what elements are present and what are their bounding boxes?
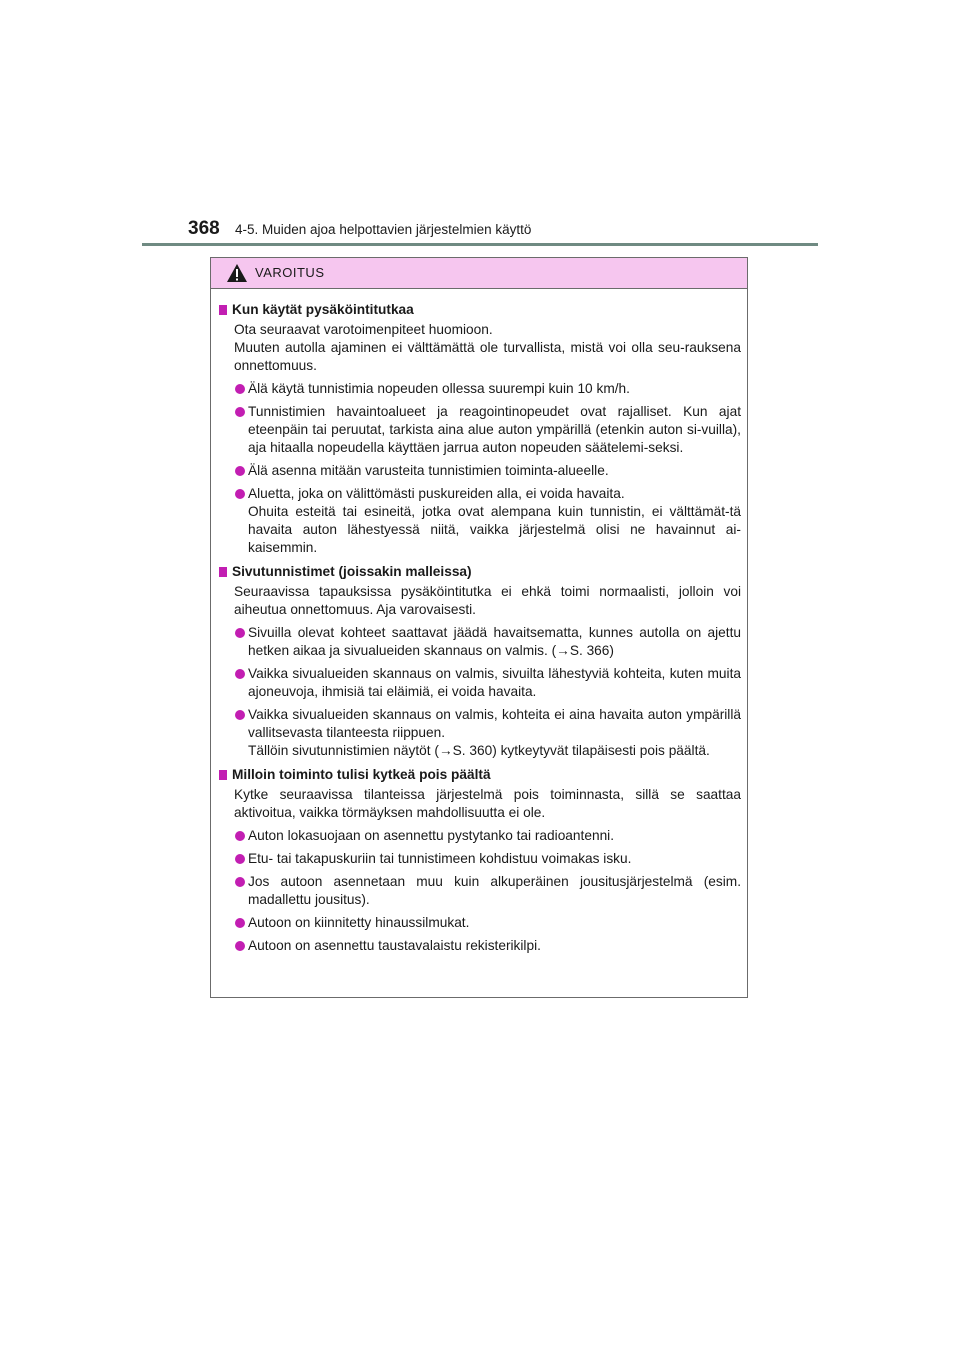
intro-line: Seuraavissa tapauksissa pysäköintitutka ei ehkä toimi normaalisti, jolloin voi aiheutua onnettomuus. Aja varovaisesti.: [234, 584, 741, 617]
bullet-dot-icon: [235, 384, 245, 394]
list-item: Vaikka sivualueiden skannaus on valmis, kohteita ei aina havaita auton ympärillä vallitsevasta tilanteesta riippuen. Tällöin sivutunnistimien näytöt (→S. 360) kytkeytyvät tilapäisesti pois päältä.: [219, 706, 741, 760]
section-heading: Sivutunnistimet (joissakin malleissa): [219, 563, 741, 581]
bullet-dot-icon: [235, 710, 245, 720]
list-item: Älä asenna mitään varusteita tunnistimien toiminta-alueelle.: [219, 462, 741, 480]
intro-line: Muuten autolla ajaminen ei välttämättä ole turvallista, mistä voi olla seu-rauksena onnettomuus.: [234, 340, 741, 373]
square-bullet-icon: [219, 305, 227, 315]
intro-line: Ota seuraavat varotoimenpiteet huomioon.: [234, 322, 493, 337]
bullet-dot-icon: [235, 628, 245, 638]
list-item: Autoon on asennettu taustavalaistu rekisterikilpi.: [219, 937, 741, 955]
header-divider: [142, 243, 818, 246]
bullet-dot-icon: [235, 877, 245, 887]
list-item: Etu- tai takapuskuriin tai tunnistimeen kohdistuu voimakas isku.: [219, 850, 741, 868]
bullet-dot-icon: [235, 669, 245, 679]
list-item: Älä käytä tunnistimia nopeuden ollessa suurempi kuin 10 km/h.: [219, 380, 741, 398]
square-bullet-icon: [219, 567, 227, 577]
section-title: 4-5. Muiden ajoa helpottavien järjestelmien käyttö: [235, 222, 532, 237]
warning-body: [211, 289, 747, 955]
list-item: Vaikka sivualueiden skannaus on valmis, sivuilta lähestyviä kohteita, kuten muita ajoneuvoja, ihmisiä tai eläimiä, ei voida havaita.: [219, 665, 741, 701]
section-intro: [219, 786, 741, 822]
page-header: [188, 218, 788, 242]
list-item: Aluetta, joka on välittömästi puskureiden alla, ei voida havaita. Ohuita esteitä tai esineitä, jotka ovat alempana kuin tunnistin, ei välttämät-tä havaita auton lähestyessä niitä, vaikka järjestelmä olisi ne havainnut ai-kaisemmin.: [219, 485, 741, 557]
bullet-dot-icon: [235, 831, 245, 841]
bullet-dot-icon: [235, 489, 245, 499]
bullet-dot-icon: [235, 918, 245, 928]
bullet-dot-icon: [235, 941, 245, 951]
list-item: Jos autoon asennetaan muu kuin alkuperäinen jousitusjärjestelmä (esim. madallettu jousitus).: [219, 873, 741, 909]
bullet-dot-icon: [235, 407, 245, 417]
bullet-dot-icon: [235, 854, 245, 864]
intro-line: Kytke seuraavissa tilanteissa järjestelmä pois toiminnasta, sillä se saattaa aktivoitua, vaikka törmäyksen mahdollisuutta ei ole.: [234, 787, 741, 820]
list-item: Autoon on kiinnitetty hinaussilmukat.: [219, 914, 741, 932]
warning-box: [210, 257, 748, 998]
warning-header: [211, 258, 747, 289]
list-item: Auton lokasuojaan on asennettu pystytanko tai radioantenni.: [219, 827, 741, 845]
section-heading: Milloin toiminto tulisi kytkeä pois päältä: [219, 766, 741, 784]
list-item: Sivuilla olevat kohteet saattavat jäädä havaitsematta, kunnes autolla on ajettu hetken aikaa ja sivualueiden skannaus on valmis. (→S. 366): [219, 624, 741, 660]
warning-triangle-icon: [226, 263, 248, 283]
page-number: 368: [188, 218, 220, 239]
square-bullet-icon: [219, 770, 227, 780]
section-intro: [219, 321, 741, 375]
section-intro: [219, 583, 741, 619]
section-heading: Kun käytät pysäköintitutkaa: [219, 301, 741, 319]
warning-title: VAROITUS: [255, 265, 325, 280]
bullet-dot-icon: [235, 466, 245, 476]
list-item: Tunnistimien havaintoalueet ja reagointinopeudet ovat rajalliset. Kun ajat eteenpäin tai peruutat, tarkista aina alue auton ympärillä (etenkin auton si-vuilla), aja hitaalla nopeudella käyttäen jarrua auton nopeuden säätelemi-seksi.: [219, 403, 741, 457]
